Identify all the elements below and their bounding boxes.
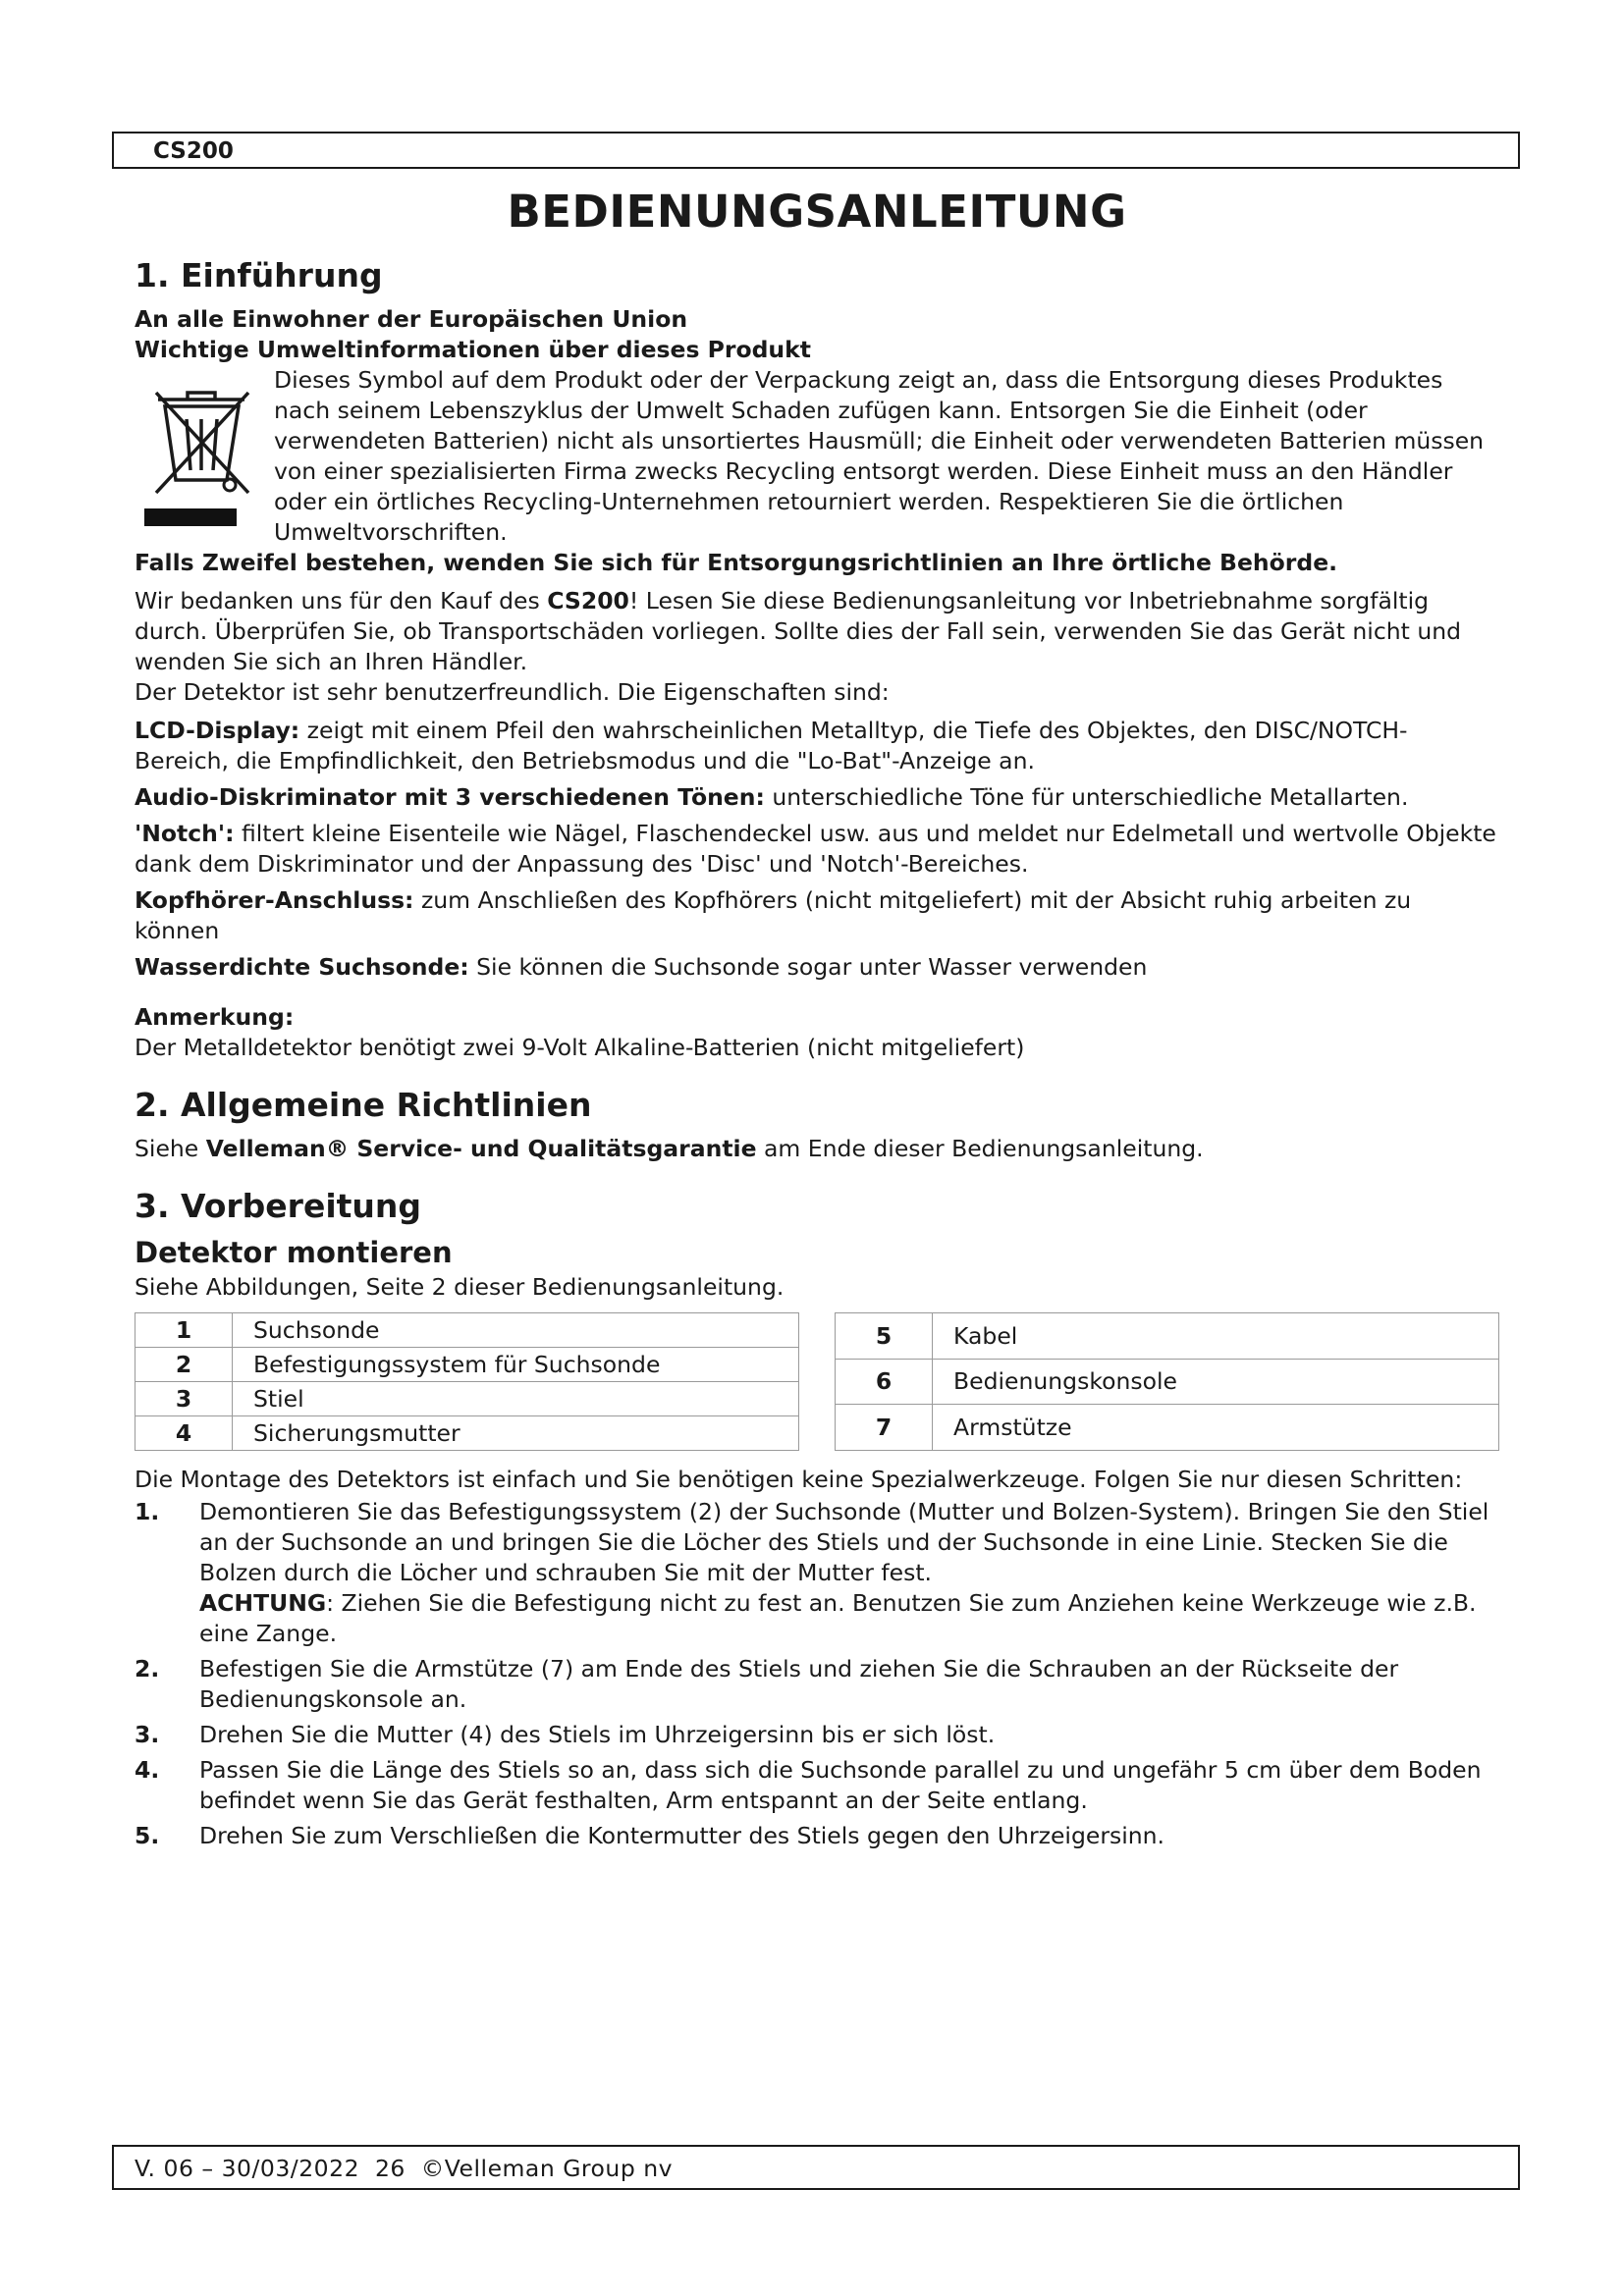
- table-row: 7 Armstütze: [836, 1405, 1499, 1451]
- weee-text: Dieses Symbol auf dem Produkt oder der Verpackung zeigt an, dass die Entsorgung dieses Produktes nach seinem Lebenszyklus der Umwelt Schaden zufügen kann. Entsorgen Sie die Einheit (oder verwendeten Batterien) nicht als unsortiertes Hausmüll; die Einheit oder verwendeten Batterien müssen von einer spezialisierten Firma zwecks Recycling entsorgt werden. Diese Einheit muss an den Händler oder ein örtliches Recycling-Unternehmen retourniert werden. Respektieren Sie die örtlichen Umweltvorschriften.: [274, 366, 1485, 546]
- note-text: Der Metalldetektor benötigt zwei 9-Volt Alkaline-Batterien (nicht mitgeliefert): [135, 1034, 1025, 1061]
- list-item: 4. Passen Sie die Länge des Stiels so an, dass sich die Suchsonde parallel zu und ungefähr 5 cm über dem Boden befindet wenn Sie das Gerät festhalten, Arm entspannt an der Seite entlang.: [135, 1756, 1482, 1814]
- feature-audio: Audio-Diskriminator mit 3 verschiedenen Tönen: unterschiedliche Töne für unterschiedliche Metallarten.: [135, 783, 1409, 811]
- table-row: 2 Befestigungssystem für Suchsonde: [135, 1348, 799, 1382]
- footer-text: V. 06 – 30/03/2022 26 ©Velleman Group nv: [135, 2155, 674, 2182]
- authority-notice: Falls Zweifel bestehen, wenden Sie sich für Entsorgungsrichtlinien an Ihre örtliche Behörde.: [135, 549, 1338, 576]
- step-warning: ACHTUNG: Ziehen Sie die Befestigung nicht zu fest an. Benutzen Sie zum Anziehen keine Werkzeuge wie z.B. eine Zange.: [199, 1589, 1477, 1647]
- list-item: 5. Drehen Sie zum Verschließen die Kontermutter des Stiels gegen den Uhrzeigersinn.: [135, 1822, 1165, 1849]
- environment-info-heading: Wichtige Umweltinformationen über dieses Produkt: [135, 336, 812, 363]
- feature-waterproof: Wasserdichte Suchsonde: Sie können die Suchsonde sogar unter Wasser verwenden: [135, 953, 1148, 981]
- list-item: 2. Befestigen Sie die Armstütze (7) am Ende des Stiels und ziehen Sie die Schrauben an der Rückseite der Bedienungskonsole an.: [135, 1655, 1399, 1713]
- section-3-heading: 3. Vorbereitung: [135, 1187, 422, 1225]
- thanks-model: CS200: [547, 587, 629, 614]
- figures-reference: Siehe Abbildungen, Seite 2 dieser Bedienungsanleitung.: [135, 1273, 785, 1301]
- header-model: CS200: [153, 138, 234, 164]
- warranty-reference: Siehe Velleman® Service- und Qualitätsgarantie am Ende dieser Bedienungsanleitung.: [135, 1135, 1204, 1162]
- weee-block: [135, 365, 1499, 548]
- features-intro: Der Detektor ist sehr benutzerfreundlich. Die Eigenschaften sind:: [135, 678, 890, 706]
- parts-table-left: [135, 1312, 799, 1451]
- feature-notch: 'Notch': filtert kleine Eisenteile wie Nägel, Flaschendeckel usw. aus und meldet nur Edelmetall und wertvolle Objekte dank dem Diskriminator und der Anpassung des 'Disc' und 'Notch'-Bereiches.: [135, 820, 1496, 878]
- table-row: 1 Suchsonde: [135, 1313, 799, 1348]
- mount-detector-heading: Detektor montieren: [135, 1236, 453, 1269]
- feature-headphone: Kopfhörer-Anschluss: zum Anschließen des Kopfhörers (nicht mitgeliefert) mit der Absicht ruhig arbeiten zu können: [135, 886, 1412, 944]
- section-1-heading: 1. Einführung: [135, 256, 383, 294]
- assembly-steps: [135, 1497, 1499, 1851]
- feature-lcd: LCD-Display: zeigt mit einem Pfeil den wahrscheinlichen Metalltyp, die Tiefe des Objektes, den DISC/NOTCH-Bereich, die Empfindlichkeit, den Betriebsmodus und die "Lo-Bat"-Anzeige an.: [135, 717, 1408, 774]
- parts-table-right: [835, 1312, 1499, 1451]
- page-footer: [112, 2145, 1520, 2190]
- eu-residents-heading: An alle Einwohner der Europäischen Union: [135, 305, 688, 333]
- page-content: [135, 177, 1499, 1856]
- thanks-paragraph: Wir bedanken uns für den Kauf des CS200! Lesen Sie diese Bedienungsanleitung vor Inbetriebnahme sorgfältig durch. Überprüfen Sie, ob Transportschäden vorliegen. Sollte dies der Fall sein, verwenden Sie das Gerät nicht und wenden Sie sich an Ihren Händler.: [135, 587, 1462, 675]
- table-row: 6 Bedienungskonsole: [836, 1359, 1499, 1405]
- note-label: Anmerkung:: [135, 1003, 295, 1031]
- list-item: 1. Demontieren Sie das Befestigungssystem (2) der Suchsonde (Mutter und Bolzen-System). Bringen Sie den Stiel an der Suchsonde an und bringen Sie die Löcher des Stiels und der Suchsonde in eine Linie. Stecken Sie die Bolzen durch die Löcher und schrauben Sie mit der Mutter fest. ACHTUNG: Ziehen Sie die Befestigung nicht zu fest an. Benutzen Sie zum Anziehen keine Werkzeuge wie z.B. eine Zange.: [135, 1497, 1499, 1649]
- table-row: 4 Sicherungsmutter: [135, 1416, 799, 1451]
- weee-bin-icon: [135, 365, 274, 534]
- page-title: BEDIENUNGSANLEITUNG: [507, 186, 1127, 238]
- montage-intro: Die Montage des Detektors ist einfach und Sie benötigen keine Spezialwerkzeuge. Folgen Sie nur diesen Schritten:: [135, 1466, 1463, 1493]
- section-2-heading: 2. Allgemeine Richtlinien: [135, 1086, 592, 1124]
- table-row: 3 Stiel: [135, 1382, 799, 1416]
- page-header: [112, 132, 1520, 169]
- table-row: 5 Kabel: [836, 1313, 1499, 1360]
- parts-tables: [135, 1312, 1499, 1451]
- list-item: 3. Drehen Sie die Mutter (4) des Stiels im Uhrzeigersinn bis er sich löst.: [135, 1721, 996, 1748]
